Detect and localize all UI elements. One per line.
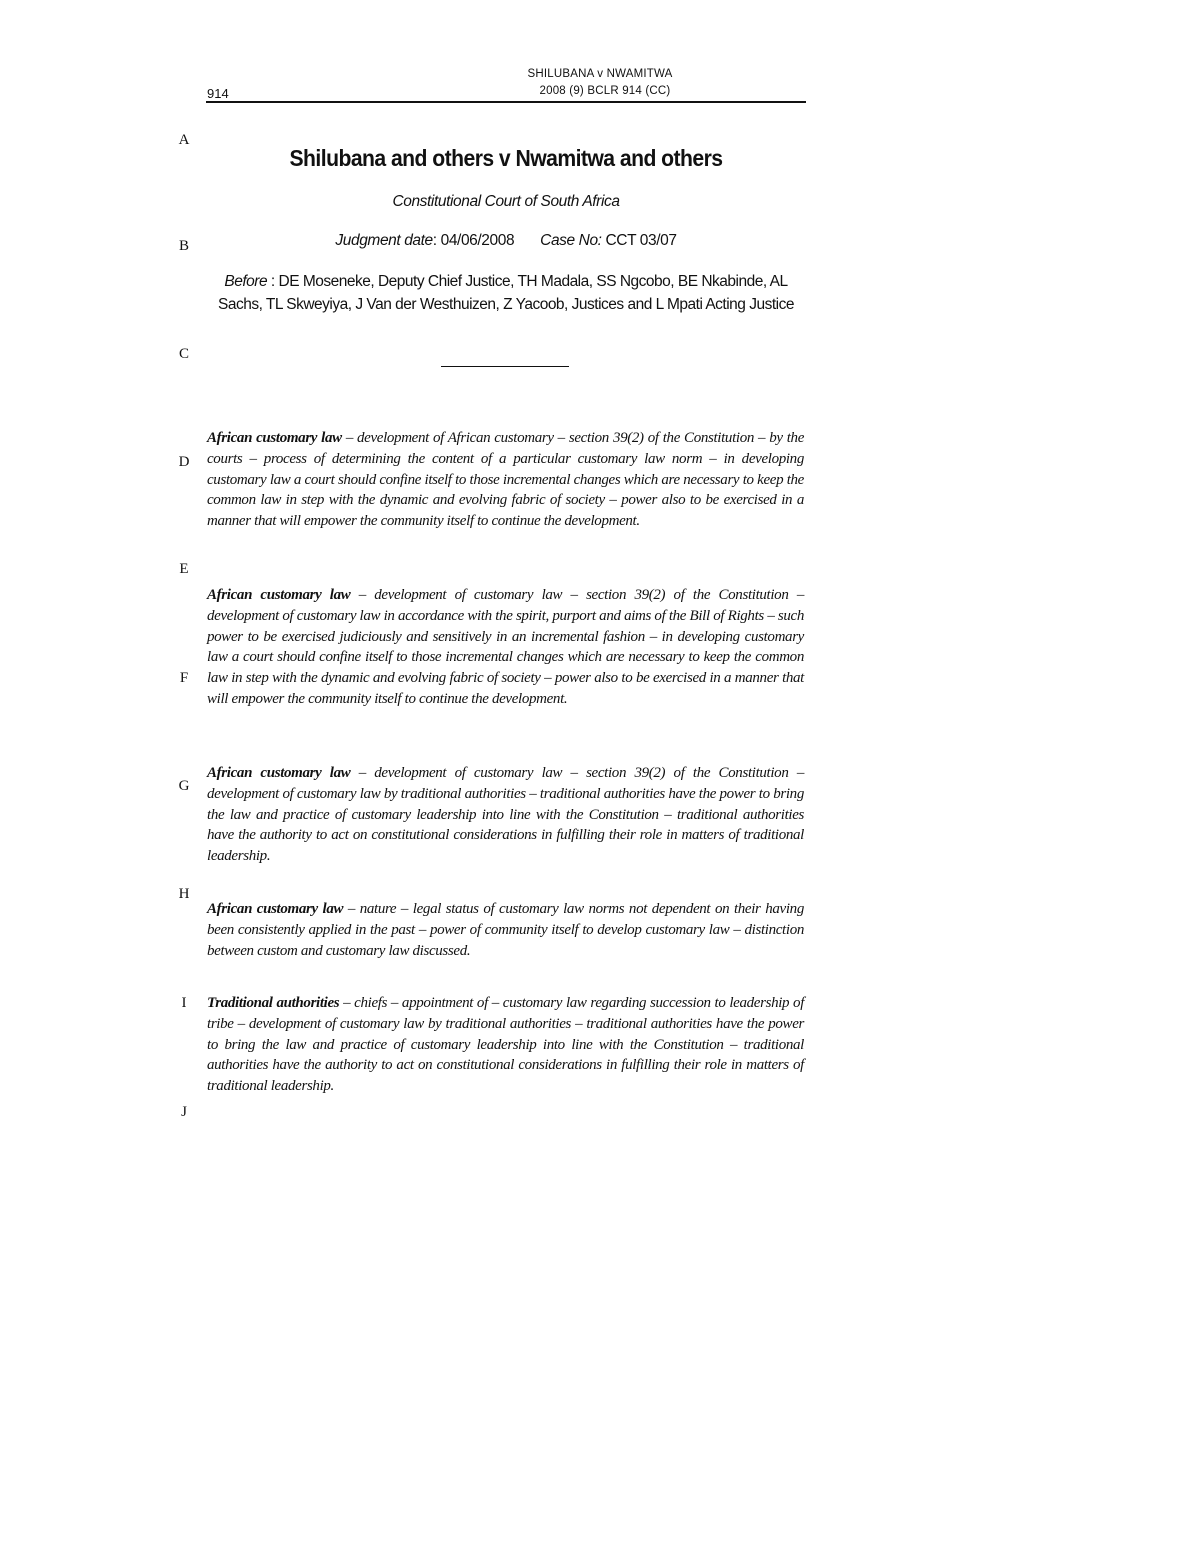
page-number: 914: [207, 86, 229, 101]
running-head-case: SHILUBANA v NWAMITWA: [527, 68, 673, 80]
margin-letter-h: H: [178, 886, 190, 902]
before-label: Before: [224, 273, 268, 290]
headnote-3: [207, 763, 804, 867]
bench-names: : DE Moseneke, Deputy Chief Justice, TH Madala, SS Ngcobo, BE Nkabinde, AL Sachs, TL Skweyiya, J Van der Westhuizen, Z Yacoob, Justices and L Mpati Acting Justice: [218, 273, 794, 313]
margin-letter-a: A: [178, 132, 190, 148]
margin-letter-d: D: [178, 454, 190, 470]
headnote-text: – nature – legal status of customary law norms not dependent on their having been consistently applied in the past – power of community itself to develop customary law – distinction between custom and customary law discussed.: [207, 901, 804, 959]
title-divider: [441, 366, 569, 367]
margin-letter-e: E: [179, 561, 189, 577]
case-number: CCT 03/07: [601, 232, 677, 249]
running-head-citation: 2008 (9) BCLR 914 (CC): [539, 85, 671, 97]
running-head: [0, 66, 1200, 100]
header-rule: [206, 101, 806, 103]
margin-letter-c: C: [178, 346, 189, 362]
margin-letter-i: I: [181, 995, 187, 1011]
margin-letter-g: G: [178, 778, 190, 794]
case-number-label: Case No:: [540, 232, 602, 249]
headnote-5: [207, 993, 804, 1097]
judgment-line: [206, 232, 806, 250]
margin-letter-f: F: [179, 670, 189, 686]
headnote-text: – development of customary law – section 39(2) of the Constitution – development of customary law in accordance with the spirit, purport and aims of the Bill of Rights – such power to be exercised judiciously and sensitively in an incremental fashion – in developing customary law a court should confine itself to those incremental changes which are necessary to keep the common law in step with the dynamic and evolving fabric of society – power also to be exercised in a manner that will empower the community itself to continue the development.: [207, 587, 804, 707]
margin-letter-j: J: [181, 1104, 187, 1120]
headnote-keyword: African customary law: [207, 587, 351, 603]
headnote-text: – development of customary law – section 39(2) of the Constitution – development of customary law by traditional authorities – traditional authorities have the power to bring the law and practice of customary leadership into line with the Constitution – traditional authorities have the authority to act on constitutional considerations in fulfilling their role in matters of traditional leadership.: [207, 765, 804, 865]
court-name: Constitutional Court of South Africa: [392, 193, 620, 210]
case-title: Shilubana and others v Nwamitwa and others: [289, 145, 723, 171]
judgment-date-label: Judgment date: [335, 232, 433, 249]
headnote-4: [207, 899, 804, 961]
headnote-keyword: African customary law: [207, 765, 351, 781]
bench-list: [214, 270, 798, 316]
headnote-text: – development of African customary – section 39(2) of the Constitution – by the courts – process of determining the content of a particular customary law norm – in developing customary law a court should confine itself to those incremental changes which are necessary to keep the common law in step with the dynamic and evolving fabric of society – power also to be exercised in a manner that will empower the community itself to continue the development.: [207, 430, 805, 530]
headnote-keyword: African customary law: [207, 430, 342, 446]
headnote-text: – chiefs – appointment of – customary law regarding succession to leadership of tribe – development of customary law by traditional authorities – traditional authorities have the power to bring the law and practice of customary leadership into line with the Constitution – traditional authorities have the authority to act on constitutional considerations in fulfilling their role in matters of traditional leadership.: [207, 995, 805, 1095]
headnote-1: [207, 428, 804, 532]
headnote-keyword: African customary law: [207, 901, 344, 917]
judgment-date: : 04/06/2008: [432, 232, 515, 249]
headnote-keyword: Traditional authorities: [207, 995, 340, 1011]
headnote-2: [207, 585, 804, 710]
margin-letter-b: B: [178, 238, 189, 254]
